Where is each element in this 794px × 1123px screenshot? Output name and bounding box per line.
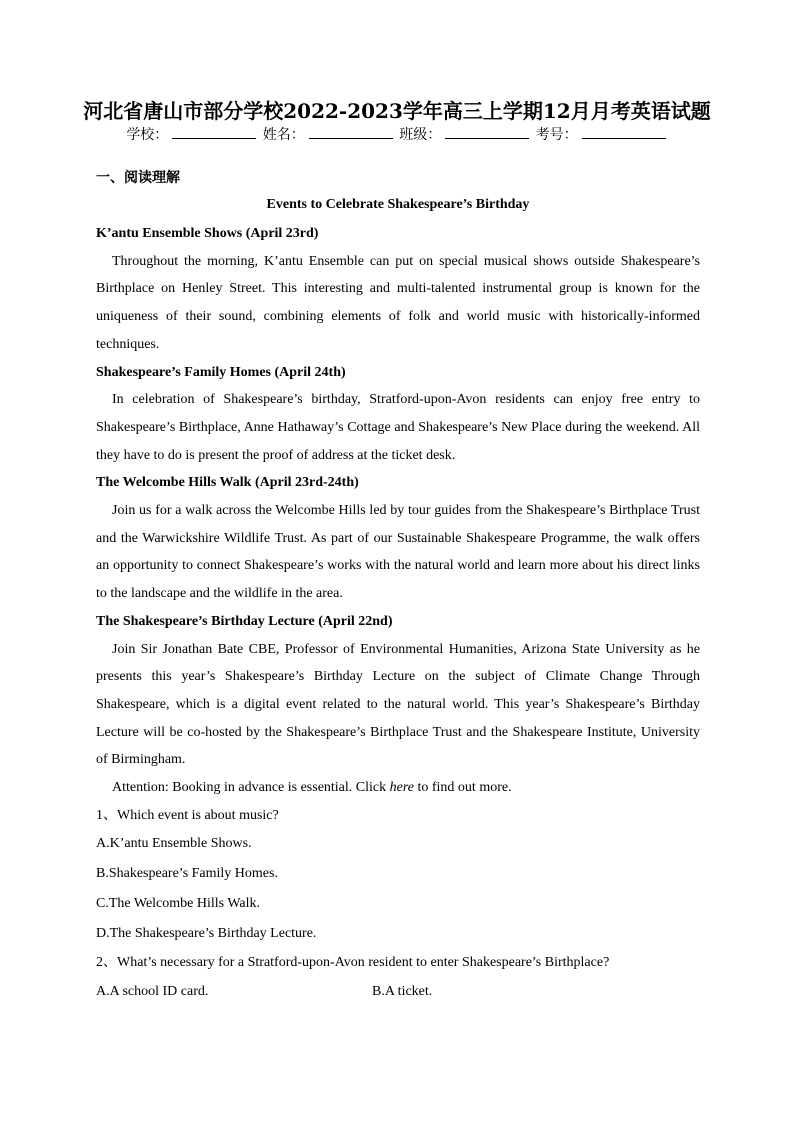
exam-number-blank xyxy=(582,126,666,139)
question-1-option-a: A.K’antu Ensemble Shows. xyxy=(96,836,252,852)
event-heading-family-homes: Shakespeare’s Family Homes (April 24th) xyxy=(96,364,346,380)
attention-note xyxy=(96,774,700,802)
question-1-option-b: B.Shakespeare’s Family Homes. xyxy=(96,866,278,882)
event-heading-welcombe-walk: The Welcombe Hills Walk (April 23rd-24th) xyxy=(96,475,359,491)
student-info-line xyxy=(0,124,794,144)
exam-title: 河北省唐山市部分学校2022-2023学年高三上学期12月月考英语试题 xyxy=(83,99,711,123)
exam-content xyxy=(96,166,700,1007)
question-2-stem: 2、What’s necessary for a Stratford-upon-Avon resident to enter Shakespeare’s Birthplace? xyxy=(96,955,610,971)
article-title: Events to Celebrate Shakespeare’s Birthday xyxy=(266,197,530,212)
event-body-kantu: Throughout the morning, K’antu Ensemble can put on special musical shows outside Shakespeare’s Birthplace on Henley Street. This interesting and multi-talented instrumental group is known for the uniqueness of their sound, combining elements of folk and world music with historically-informed techniques. xyxy=(96,253,700,352)
exam-number-label: 考号： xyxy=(535,127,578,143)
event-body-welcombe-walk: Join us for a walk across the Welcombe Hills led by tour guides from the Shakespeare’s Birthplace Trust and the Warwickshire Wildlife Trust. As part of our Sustainable Shakespeare Programme, the walk offers an opportunity to connect Shakespeare’s works with the natural world and learn more about his direct links to the landscape and the wildlife in the area. xyxy=(96,503,700,602)
name-label: 姓名： xyxy=(262,127,305,143)
question-2-option-a: A.A school ID card. xyxy=(96,984,209,1000)
section-title: 一、阅读理解 xyxy=(96,170,180,186)
question-2-option-b: B.A ticket. xyxy=(372,984,433,1000)
event-body-birthday-lecture: Join Sir Jonathan Bate CBE, Professor of Environmental Humanities, Arizona State University as he presents this year’s Shakespeare’s Birthday Lecture on the subject of Climate Change Through Shakespeare, which is a digital event related to the natural world. This year’s Shakespeare’s Birthday Lecture will be co-hosted by the Shakespeare’s Birthplace Trust and the Shakespeare Institute, University of Birmingham. xyxy=(96,641,700,768)
name-blank xyxy=(309,126,393,139)
class-blank xyxy=(445,126,529,139)
event-heading-kantu: K’antu Ensemble Shows (April 23rd) xyxy=(96,226,319,241)
school-blank xyxy=(172,126,256,139)
attention-text-before: Attention: Booking in advance is essential. Click xyxy=(112,780,390,796)
here-link[interactable]: here xyxy=(389,780,414,796)
question-1-option-d: D.The Shakespeare’s Birthday Lecture. xyxy=(96,926,317,942)
school-label: 学校： xyxy=(126,127,169,143)
question-1-stem: 1、Which event is about music? xyxy=(96,807,279,823)
attention-text-after: to find out more. xyxy=(413,780,512,796)
event-body-family-homes: In celebration of Shakespeare’s birthday, Stratford-upon-Avon residents can enjoy free entry to Shakespeare’s Birthplace, Anne Hathaway’s Cottage and Shakespeare’s New Place during the weekend. All they have to do is present the proof of address at the ticket desk. xyxy=(96,392,700,463)
class-label: 班级： xyxy=(399,127,442,143)
question-1-option-c: C.The Welcombe Hills Walk. xyxy=(96,896,261,912)
question-2-options-row xyxy=(96,977,700,1007)
event-heading-birthday-lecture: The Shakespeare’s Birthday Lecture (April 22nd) xyxy=(96,613,393,629)
